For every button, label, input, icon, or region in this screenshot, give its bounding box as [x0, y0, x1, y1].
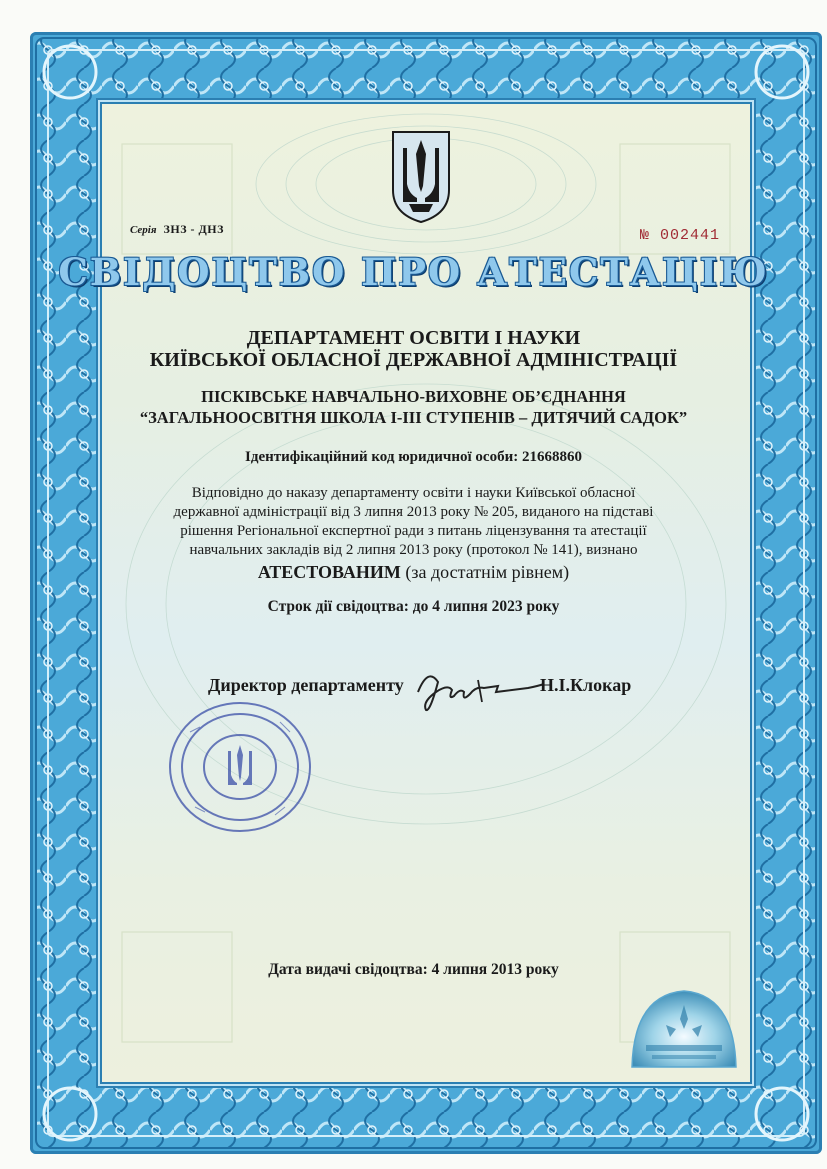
- director-title: Директор департаменту: [208, 675, 404, 695]
- department-line-1: ДЕПАРТАМЕНТ ОСВІТИ І НАУКИ: [246, 327, 581, 349]
- identification-code: Ідентифікаційний код юридичної особи: 21668860: [245, 449, 582, 465]
- series-line: [130, 222, 224, 237]
- attestation-status: АТЕСТОВАНИМ: [257, 562, 401, 582]
- validity-term: Строк дії свідоцтва: до 4 липня 2023 року: [267, 598, 560, 615]
- certificate-title: СВІДОЦТВО ПРО АТЕСТАЦІЮ: [58, 250, 769, 294]
- series-value: ЗНЗ - ДНЗ: [163, 222, 224, 236]
- organization-line-1: ПІСКІВСЬКЕ НАВЧАЛЬНО-ВИХОВНЕ ОБ’ЄДНАННЯ: [201, 387, 626, 406]
- certificate-number: № 002441: [640, 227, 721, 244]
- body-line-4: навчальних закладів від 2 липня 2013 року (протокол № 141), визнано: [189, 542, 638, 558]
- department-line-2: КИЇВСЬКОЇ ОБЛАСНОЇ ДЕРЖАВНОЇ АДМІНІСТРАЦІЇ: [149, 349, 678, 371]
- director-name: Н.І.Клокар: [540, 675, 632, 695]
- trident-emblem-icon: [389, 128, 453, 224]
- body-line-2: державної адміністрації від 3 липня 2013 року № 205, виданого на підставі: [173, 504, 654, 520]
- series-label: Серія: [130, 224, 157, 236]
- hologram-emblem: [626, 985, 742, 1075]
- organization-line-2: “ЗАГАЛЬНООСВІТНЯ ШКОЛА І-ІІІ СТУПЕНІВ – ДИТЯЧИЙ САДОК”: [139, 408, 688, 427]
- attestation-result: [0, 563, 827, 582]
- official-seal-stamp: [165, 697, 315, 837]
- body-line-1: Відповідно до наказу департаменту освіти і науки Київської обласної: [191, 485, 636, 501]
- attestation-level: (за достатнім рівнем): [405, 562, 570, 582]
- body-line-3: рішення Регіональної експертної ради з питань ліцензування та атестації: [180, 523, 647, 539]
- signature-image: [408, 662, 548, 722]
- issue-date: Дата видачі свідоцтва: 4 липня 2013 року: [268, 961, 559, 978]
